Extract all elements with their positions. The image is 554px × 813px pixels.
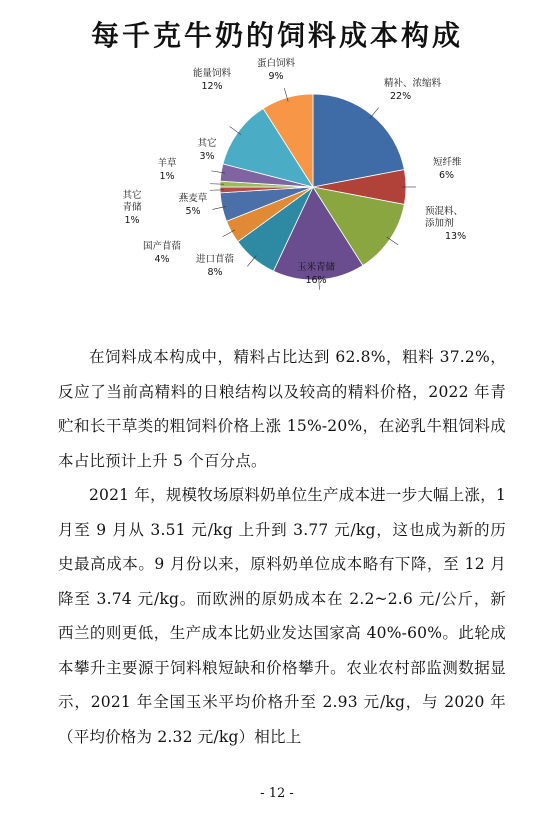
slice-percent-label: 13% (445, 231, 467, 242)
slice-label: 玉米青储 (296, 262, 336, 273)
paragraph-milk-cost: 2021 年，规模牧场原料奶单位生产成本进一步大幅上涨，1 月至 9 月从 3.51 元/kg 上升到 3.77 元/kg，这也成为新的历史最高成本。9 月份以来，原料奶单位成本略有下降，至 12 月降至 3.74 元/kg。而欧洲的原奶成本在 2.2~2.6 元/公斤，新西兰的则更低，生产成本比奶业发达国家高 40%-60%。此轮成本攀升主要源于饲料粮短缺和价格攀升。农业农村部监测数据显示，2021 年全国玉米平均价格升至 2.93 元/kg，与 2020 年（平均价格为 2.32 元/kg）相比上 (58, 486, 506, 746)
slice-percent-label: 6% (439, 170, 455, 181)
slice-label: 青储 (122, 202, 142, 213)
page-number: - 12 - (260, 786, 294, 801)
slice-label: 其它 (197, 138, 217, 149)
slice-label: 进口苜蓿 (195, 254, 235, 265)
slice-percent-label: 16% (305, 275, 327, 286)
slice-label: 添加剂 (425, 218, 454, 229)
slice-percent-label: 4% (154, 254, 170, 265)
pie-chart (0, 0, 554, 300)
slice-label: 燕麦草 (178, 193, 208, 204)
slice-label: 精补、浓缩料 (384, 78, 442, 89)
slice-label: 预混料、 (425, 206, 464, 217)
slice-label: 羊草 (157, 158, 177, 169)
slice-percent-label: 5% (185, 206, 201, 217)
slice-label: 能量饲料 (192, 68, 232, 79)
body-text (58, 340, 506, 754)
slice-percent-label: 8% (207, 267, 223, 278)
slice-label: 短纤维 (433, 157, 462, 168)
slice-label: 蛋白饲料 (256, 58, 296, 69)
chart-title: 每千克牛奶的饲料成本构成 (90, 19, 463, 52)
slice-label: 国产苜蓿 (142, 241, 182, 252)
slice-label: 其它 (122, 190, 142, 201)
slice-percent-label: 1% (159, 171, 175, 182)
slice-percent-label: 22% (390, 91, 412, 102)
slice-percent-label: 12% (201, 81, 223, 92)
paragraph-feed-cost: 在饲料成本构成中，精料占比达到 62.8%，粗料 37.2%，反应了当前高精料的日粮结构以及较高的精料价格，2022 年青贮和长干草类的粗饲料价格上涨 15%-20%，在泌乳牛粗饲料成本占比预计上升 5 个百分点。 (58, 348, 506, 470)
slice-percent-label: 9% (268, 71, 284, 82)
slice-percent-label: 1% (124, 215, 140, 226)
slice-percent-label: 3% (199, 151, 215, 162)
